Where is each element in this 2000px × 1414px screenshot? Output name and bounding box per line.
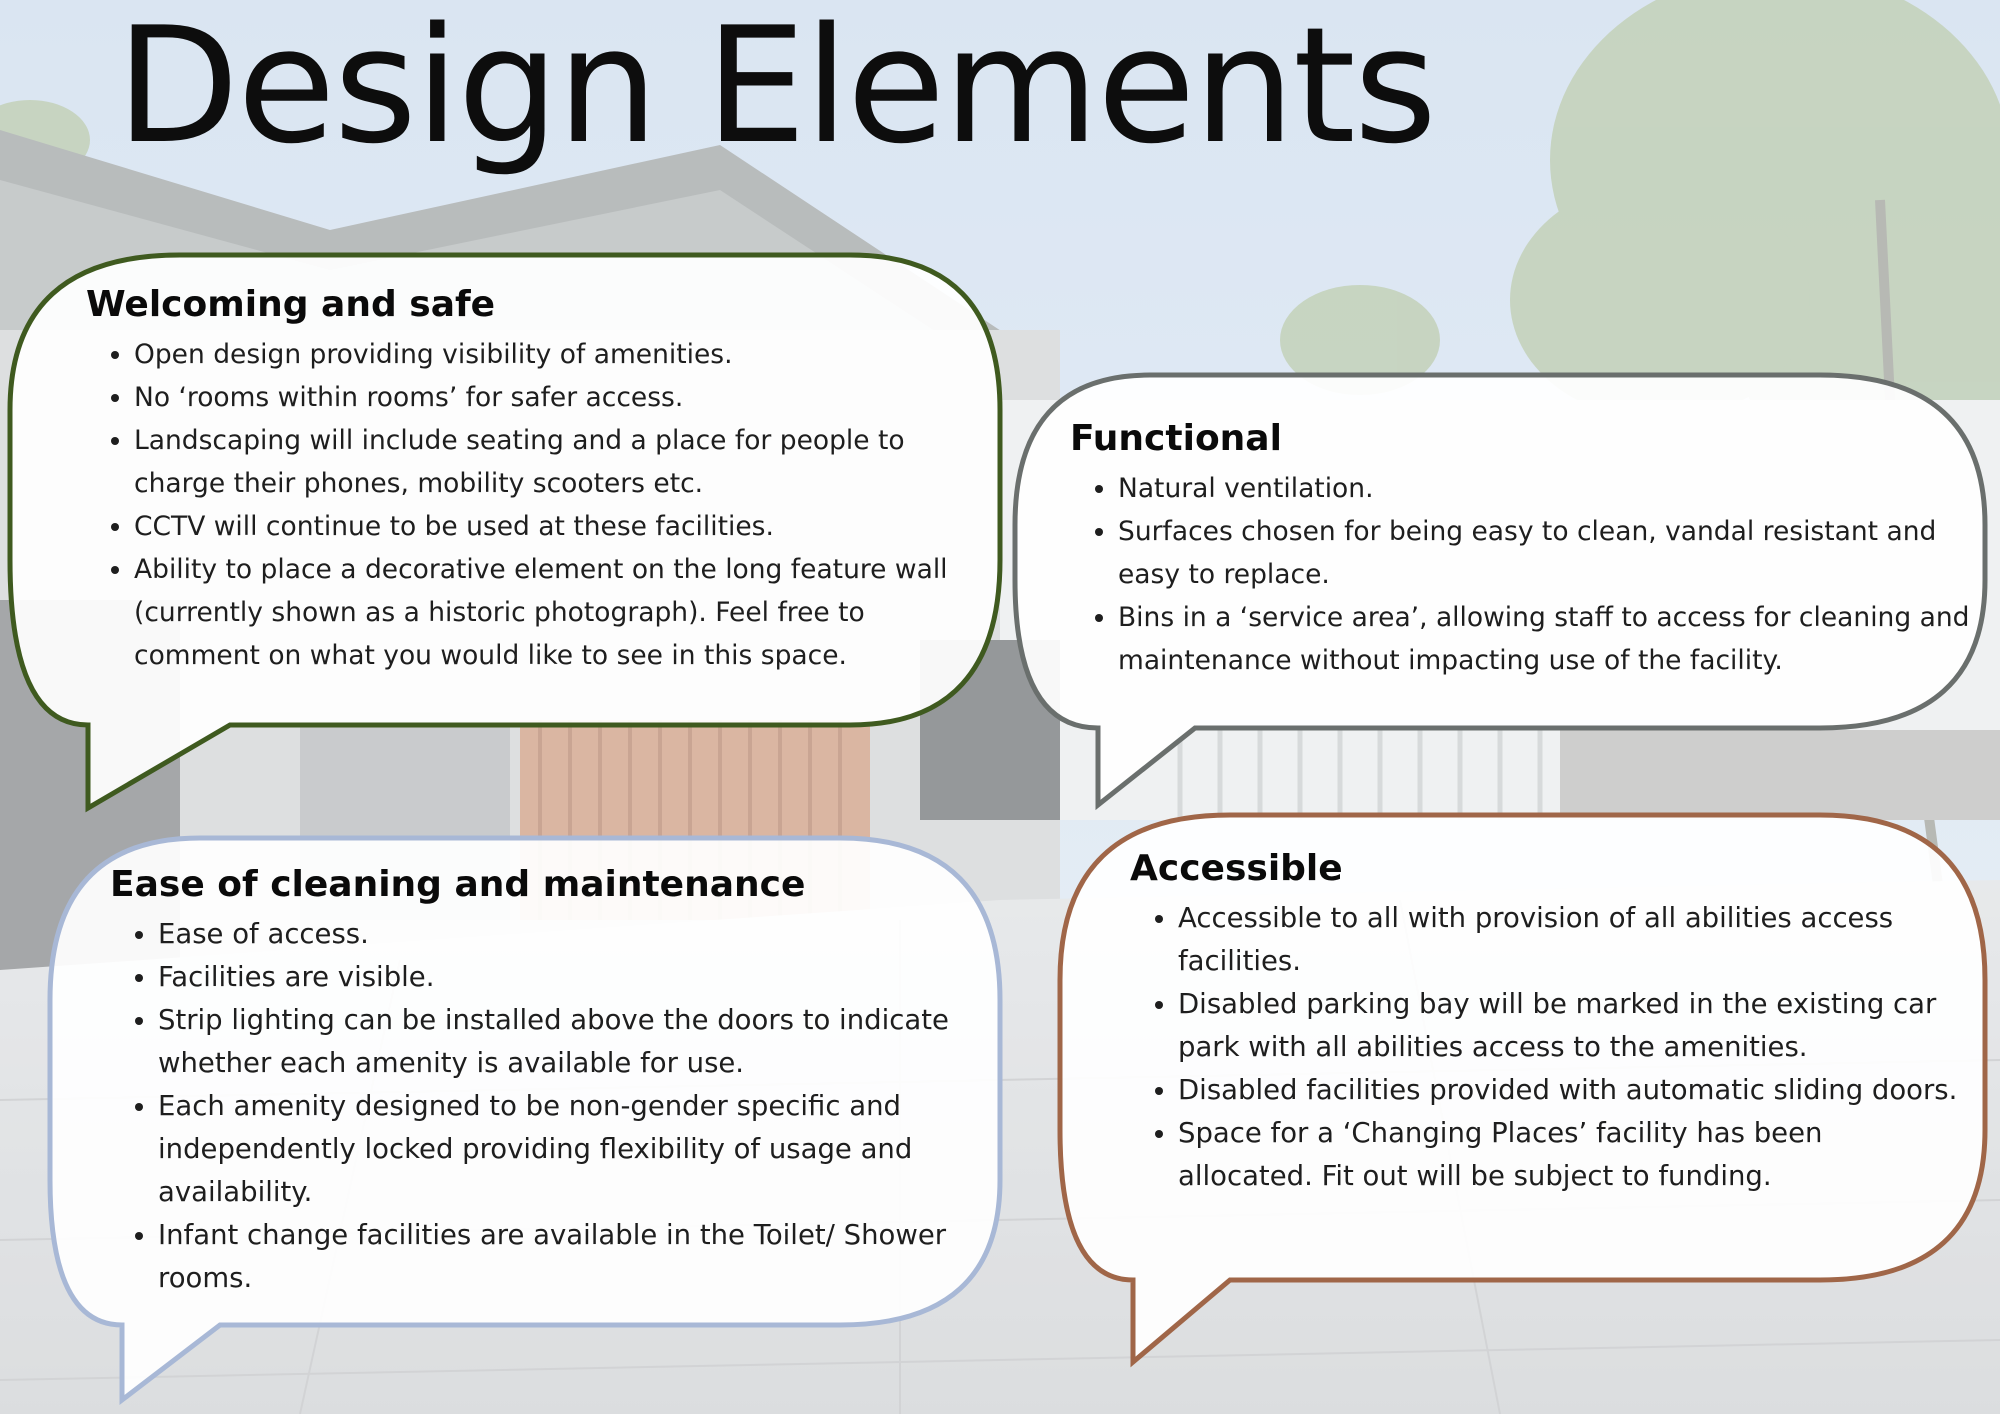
- accessible-section: [1130, 848, 1960, 1198]
- list-item: • Ease of access.: [158, 913, 990, 956]
- list-item: • Ability to place a decorative element on the long feature wall (currently shown as a historic photograph). Feel free to comment on what you would like to see in this space.: [134, 548, 986, 677]
- accessible-list: [1130, 897, 1960, 1198]
- list-item: • Open design providing visibility of amenities.: [134, 333, 986, 376]
- list-item: • Disabled facilities provided with automatic sliding doors.: [1178, 1069, 1960, 1112]
- list-item: • Strip lighting can be installed above the doors to indicate whether each amenity is available for use.: [158, 999, 990, 1085]
- list-item: • Natural ventilation.: [1118, 467, 1970, 510]
- list-item: • Surfaces chosen for being easy to clean, vandal resistant and easy to replace.: [1118, 510, 1970, 596]
- welcoming-section: [86, 284, 986, 677]
- accessible-heading: Accessible: [1130, 848, 1343, 889]
- functional-heading: Functional: [1070, 418, 1282, 459]
- list-item: • CCTV will continue to be used at these facilities.: [134, 505, 986, 548]
- list-item: • Each amenity designed to be non-gender specific and independently locked providing flexibility of usage and availability.: [158, 1085, 990, 1214]
- list-item: • Bins in a ‘service area’, allowing staff to access for cleaning and maintenance without impacting use of the facility.: [1118, 596, 1970, 682]
- list-item: • Facilities are visible.: [158, 956, 990, 999]
- welcoming-list: [86, 333, 986, 677]
- functional-section: [1070, 418, 1970, 682]
- welcoming-heading: Welcoming and safe: [86, 284, 496, 325]
- cleaning-list: [110, 913, 990, 1300]
- cleaning-heading: Ease of cleaning and maintenance: [110, 864, 806, 905]
- list-item: • No ‘rooms within rooms’ for safer access.: [134, 376, 986, 419]
- list-item: • Space for a ‘Changing Places’ facility has been allocated. Fit out will be subject to funding.: [1178, 1112, 1960, 1198]
- cleaning-section: [110, 864, 990, 1300]
- list-item: • Accessible to all with provision of all abilities access facilities.: [1178, 897, 1960, 983]
- list-item: • Landscaping will include seating and a place for people to charge their phones, mobility scooters etc.: [134, 419, 986, 505]
- list-item: • Infant change facilities are available in the Toilet/ Shower rooms.: [158, 1214, 990, 1300]
- list-item: • Disabled parking bay will be marked in the existing car park with all abilities access to the amenities.: [1178, 983, 1960, 1069]
- functional-list: [1070, 467, 1970, 682]
- page-title: Design Elements: [116, 0, 1436, 179]
